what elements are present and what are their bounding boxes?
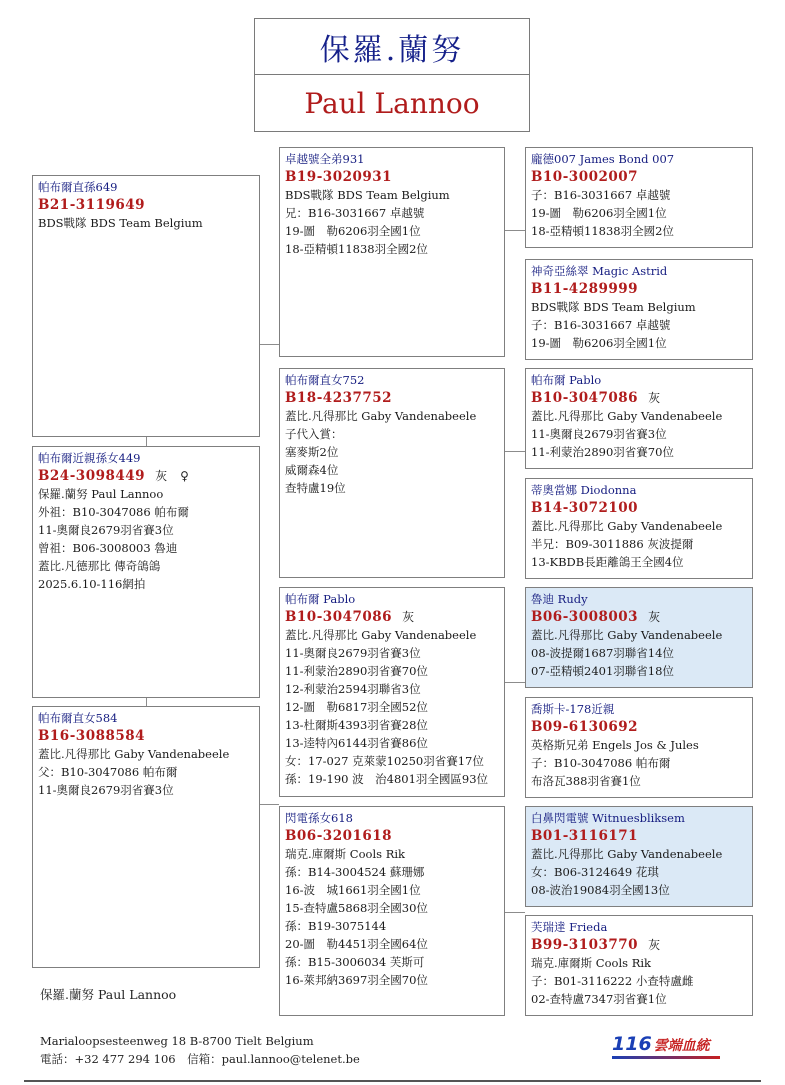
- bird-info-line: 蓋比.凡得那比 Gaby Vandenabeele: [285, 628, 477, 642]
- grandsire-maternal-card[interactable]: [279, 587, 505, 797]
- bird-info-line: 08-波治19084羽全國13位: [531, 883, 670, 897]
- bird-info-line: 孫：19-190 波 治4801羽全國區93位: [285, 772, 489, 786]
- contact-info: [40, 1032, 360, 1068]
- bird-info-line: 19-圖 勒6206羽全國1位: [531, 206, 667, 220]
- bird-info-line: 11-奧爾良2679羽省賽3位: [38, 783, 174, 797]
- bird-name: 帕布爾直孫649: [38, 180, 118, 194]
- bird-name: 帕布爾近親孫女449: [38, 451, 141, 465]
- connector-sire-to-grandparents: [260, 344, 279, 345]
- ring-number: B16-3088584: [38, 728, 146, 744]
- bird-info-line: 13-杜爾斯4393羽省賽28位: [285, 718, 428, 732]
- bird-info-line: 11-利蒙治2890羽省賽70位: [285, 664, 428, 678]
- ring-number: B21-3119649: [38, 197, 146, 213]
- owner-name-english: Paul Lannoo: [304, 86, 480, 120]
- connector-gp1-to-ggp: [505, 230, 525, 231]
- great-grandparent-card-6[interactable]: [525, 697, 753, 798]
- bird-info-line: 孫：B15-3006034 芙斯可: [285, 955, 425, 969]
- address-line: Marialoopsesteenweg 18 B-8700 Tielt Belgium: [40, 1034, 314, 1048]
- ring-number: B06-3008003 灰: [531, 609, 661, 625]
- bird-info-line: 12-利蒙治2594羽聯省3位: [285, 682, 421, 696]
- logo-number: 116: [612, 1033, 652, 1055]
- connector-gp4-to-ggp: [505, 912, 525, 913]
- bird-info-line: 16-波 城1661羽全國1位: [285, 883, 421, 897]
- bird-info-line: BDS戰隊 BDS Team Belgium: [531, 300, 696, 314]
- bird-name: 白鼻閃電號 Witnuesbliksem: [531, 811, 685, 825]
- logo-underline: [612, 1056, 720, 1059]
- connector-sire-vertical: [146, 437, 147, 446]
- bird-info-line: 查特盧19位: [285, 481, 346, 495]
- bird-info-line: 塞麥斯2位: [285, 445, 339, 459]
- bird-info-line: 16-萊邦納3697羽全國70位: [285, 973, 428, 987]
- bird-info-line: 子：B16-3031667 卓越號: [531, 318, 671, 332]
- bird-info-line: 孫：B14-3004524 蘇珊娜: [285, 865, 425, 879]
- bottom-divider: [24, 1080, 761, 1082]
- bird-name: 龐德007 James Bond 007: [531, 152, 675, 166]
- dam-card[interactable]: [32, 706, 260, 968]
- great-grandparent-card-3[interactable]: [525, 368, 753, 469]
- bird-info-line: 蓋比.凡得那比 Gaby Vandenabeele: [531, 847, 723, 861]
- great-grandparent-card-4[interactable]: [525, 478, 753, 579]
- phone-email-line: 電話：+32 477 294 106 信箱：paul.lannoo@telenet.be: [40, 1052, 360, 1066]
- bird-info-line: 蓋比.凡得那比 Gaby Vandenabeele: [38, 747, 230, 761]
- bird-info-line: 外祖：B10-3047086 帕布爾: [38, 505, 189, 519]
- breeder-name: 保羅.蘭努 Paul Lannoo: [40, 987, 177, 1002]
- subject-bird-card[interactable]: [32, 446, 260, 698]
- bird-name: 芙瑞達 Frieda: [531, 920, 608, 934]
- bird-info-line: 子：B01-3116222 小查特盧雌: [531, 974, 694, 988]
- pedigree-title-block: [254, 18, 530, 132]
- logo-text: 雲端血統: [653, 1038, 710, 1054]
- great-grandparent-card-7[interactable]: [525, 806, 753, 907]
- bird-info-line: 07-亞精頓2401羽聯省18位: [531, 664, 674, 678]
- bird-info-line: 11-利蒙治2890羽省賽70位: [531, 445, 674, 459]
- bird-info-line: 19-圖 勒6206羽全國1位: [285, 224, 421, 238]
- bird-info-line: 20-圖 勒4451羽全國64位: [285, 937, 428, 951]
- bird-info-line: 蓋比.凡得那比 Gaby Vandenabeele: [285, 409, 477, 423]
- connector-dam-to-grandparents: [260, 804, 279, 805]
- bird-name: 魯迪 Rudy: [531, 592, 588, 606]
- bird-info-line: 半兄：B09-3011886 灰波提爾: [531, 537, 694, 551]
- ring-number: B10-3047086 灰: [531, 390, 661, 406]
- bird-info-line: 蓋比.凡得那比 Gaby Vandenabeele: [531, 519, 723, 533]
- ring-number: B10-3002007: [531, 169, 639, 185]
- ring-number: B01-3116171: [531, 828, 639, 844]
- owner-name-chinese: 保羅.蘭努: [255, 19, 529, 75]
- great-grandparent-card-5[interactable]: [525, 587, 753, 688]
- ring-number: B24-3098449 灰 ♀: [38, 468, 190, 484]
- bird-info-line: 13-逵特內6144羽省賽86位: [285, 736, 428, 750]
- bird-info-line: 11-奧爾良2679羽省賽3位: [285, 646, 421, 660]
- bird-info-line: 12-圖 勒6817羽全國52位: [285, 700, 428, 714]
- bird-name: 卓越號全弟931: [285, 152, 365, 166]
- ring-number: B19-3020931: [285, 169, 393, 185]
- ring-number: B09-6130692: [531, 719, 639, 735]
- bird-info-line: 英格斯兄弟 Engels Jos & Jules: [531, 738, 699, 752]
- bird-name: 喬斯卡-178近親: [531, 702, 615, 716]
- connector-gp2-to-ggp: [505, 451, 525, 452]
- bird-name: 帕布爾直女752: [285, 373, 365, 387]
- bird-info-line: 兄：B16-3031667 卓越號: [285, 206, 425, 220]
- bird-info-line: 11-奧爾良2679羽省賽3位: [38, 523, 174, 537]
- bird-info-line: 子：B16-3031667 卓越號: [531, 188, 671, 202]
- ring-number: B99-3103770 灰: [531, 937, 661, 953]
- great-grandparent-card-8[interactable]: [525, 915, 753, 1016]
- bird-info-line: 布洛瓦388羽省賽1位: [531, 774, 641, 788]
- bird-name: 帕布爾直女584: [38, 711, 118, 725]
- great-grandparent-card-2[interactable]: [525, 259, 753, 360]
- bird-name: 帕布爾 Pablo: [531, 373, 602, 387]
- bird-info-line: 蓋比.凡得那比 Gaby Vandenabeele: [531, 628, 723, 642]
- bird-info-line: 11-奧爾良2679羽省賽3位: [531, 427, 667, 441]
- brand-logo: [612, 1033, 710, 1055]
- great-grandparent-card-1[interactable]: [525, 147, 753, 248]
- ring-number: B18-4237752: [285, 390, 393, 406]
- connector-dam-vertical: [146, 697, 147, 706]
- ring-number: B14-3072100: [531, 500, 639, 516]
- bird-name: 帕布爾 Pablo: [285, 592, 356, 606]
- bird-info-line: 曾祖：B06-3008003 魯迪: [38, 541, 178, 555]
- bird-info-line: 蓋比.凡得那比 Gaby Vandenabeele: [531, 409, 723, 423]
- bird-info-line: 瑞克.庫爾斯 Cools Rik: [285, 847, 405, 861]
- bird-name: 閃電孫女618: [285, 811, 353, 825]
- bird-info-line: BDS戰隊 BDS Team Belgium: [285, 188, 450, 202]
- bird-name: 神奇亞絲翠 Magic Astrid: [531, 264, 668, 278]
- grandsire-paternal-card[interactable]: [279, 147, 505, 357]
- bird-info-line: 女：17-027 克萊蒙10250羽省賽17位: [285, 754, 484, 768]
- bird-info-line: 父：B10-3047086 帕布爾: [38, 765, 178, 779]
- bird-name: 蒂奧當娜 Diodonna: [531, 483, 637, 497]
- ring-number: B10-3047086 灰: [285, 609, 415, 625]
- ring-number: B11-4289999: [531, 281, 639, 297]
- bird-info-line: 孫：B19-3075144: [285, 919, 387, 933]
- bird-info-line: 13-KBDB長距離鴿王全國4位: [531, 555, 684, 569]
- bird-info-line: 08-波提爾1687羽聯省14位: [531, 646, 674, 660]
- bird-info-line: 威爾森4位: [285, 463, 339, 477]
- granddam-paternal-card[interactable]: [279, 368, 505, 578]
- bird-info-line: 蓋比.凡德那比 傳奇鴿鴿: [38, 559, 161, 573]
- bird-info-line: 子代入賞：: [285, 427, 343, 441]
- ring-number: B06-3201618: [285, 828, 393, 844]
- bird-info-line: 19-圖 勒6206羽全國1位: [531, 336, 667, 350]
- bird-info-line: BDS戰隊 BDS Team Belgium: [38, 216, 203, 230]
- bird-info-line: 02-查特盧7347羽省賽1位: [531, 992, 667, 1006]
- granddam-maternal-card[interactable]: [279, 806, 505, 1016]
- bird-info-line: 女：B06-3124649 花琪: [531, 865, 659, 879]
- bird-info-line: 15-查特盧5868羽全國30位: [285, 901, 428, 915]
- connector-sire-to-grandparents-top: [260, 344, 261, 345]
- bird-info-line: 18-亞精頓11838羽全國2位: [531, 224, 674, 238]
- bird-info-line: 保羅.蘭努 Paul Lannoo: [38, 487, 164, 501]
- connector-gp3-to-ggp: [505, 682, 525, 683]
- bird-info-line: 瑞克.庫爾斯 Cools Rik: [531, 956, 651, 970]
- bird-info-line: 18-亞精頓11838羽全國2位: [285, 242, 428, 256]
- bird-info-line: 子：B10-3047086 帕布爾: [531, 756, 671, 770]
- bird-info-line: 2025.6.10-116網拍: [38, 577, 146, 591]
- sire-card[interactable]: [32, 175, 260, 437]
